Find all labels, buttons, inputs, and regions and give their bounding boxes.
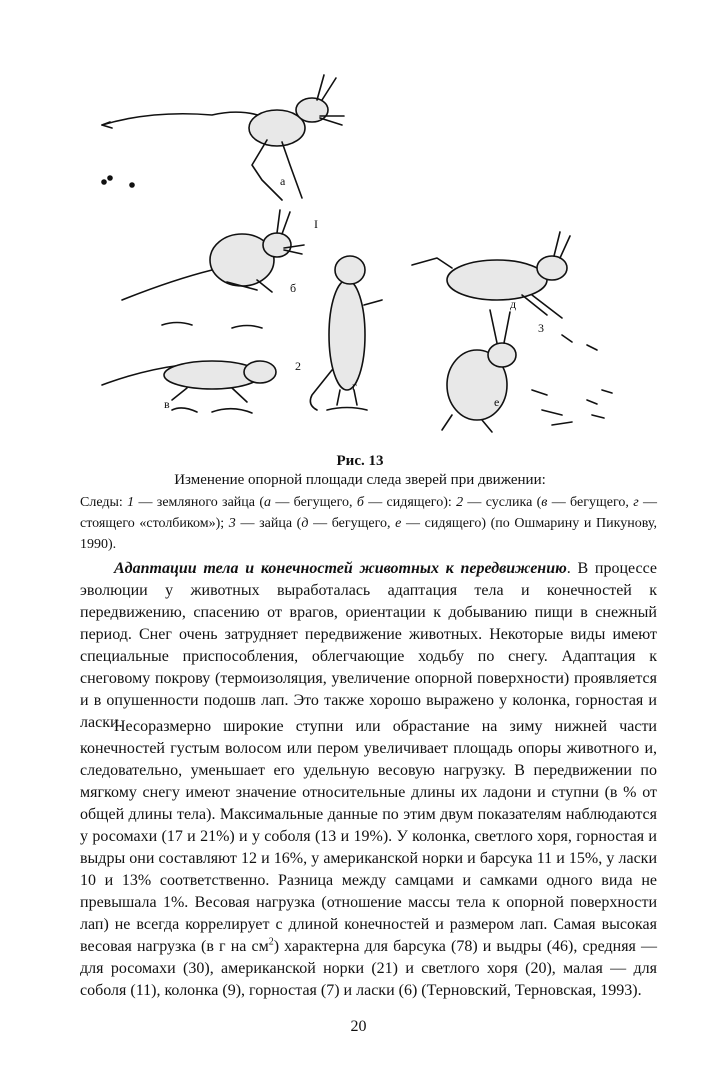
jerboa-sitting-drawing <box>122 210 304 300</box>
label-n1: I <box>314 217 318 231</box>
jerboa-running-drawing <box>102 75 344 200</box>
paragraph-text: . В процессе эволюции у животных выработалась адаптация тела и конечностей к передвижению, спасению от врагов, ориентации к добыванию пищи в снежный период. Снег очень затрудняет передвижение животных. Некоторые виды имеют специальные приспособления, облегчающие ходьбу по снегу. Адаптация к снеговому покрову (термоизоляция, увеличение опорной поверхности) проявляется и в опушенности подошв лап. Это также хорошо выражено у колонка, горностая и ласки. <box>80 560 658 731</box>
figure-legend: Следы: 1 — земляного зайца (а — бегущего, б — сидящего): 2 — суслика (в — бегущего, г — стоящего «столбиком»); 3 — зайца (д — бегущего, е — сидящего) (по Ошмарину и Пикунову, 1990). <box>80 495 657 552</box>
page-number: 20 <box>350 1018 367 1035</box>
hare-sitting-drawing <box>442 310 572 432</box>
figure-number: Рис. 13 <box>336 453 384 469</box>
label-n2: 2 <box>295 359 301 373</box>
label-d: д <box>510 297 517 311</box>
label-n3: 3 <box>538 321 544 335</box>
label-a: а <box>280 174 286 188</box>
figure-illustration <box>92 70 632 450</box>
label-b: б <box>290 281 297 295</box>
label-g: г <box>352 379 357 393</box>
hare-running-drawing <box>412 232 597 350</box>
ground-squirrel-running-drawing <box>102 361 276 413</box>
paragraph-lead: Адаптации тела и конечностей животных к передвижению <box>114 560 567 577</box>
ground-squirrel-standing-drawing <box>310 256 382 410</box>
animal-tracks-drawing <box>92 70 632 450</box>
paragraph-adaptations <box>80 558 657 734</box>
label-v: в <box>164 397 170 411</box>
figure-title: Изменение опорной площади следа зверей при движении: <box>174 472 546 488</box>
label-e: е <box>494 395 500 409</box>
paragraph-foot-size: Несоразмерно широкие ступни или обрастание на зиму нижней части конечностей густым волосом или пером увеличивает площадь опоры животного и, следовательно, уменьшает его удельную весовую нагрузку. В передвижении по мягкому снегу имеют значение относительные длины их ладони и ступни (в % от общей длины тела). Максимальные данные по этим двум показателям наблюдаются у росомахи (17 и 21%) и у соболя (13 и 19%). У колонка, светлого хоря, горностая и выдры они составляют 12 и 16%, у американской норки и барсука 11 и 15%, у ласки 10 и 13% соответственно. Разница между самцами и самками одного вида не превышала 1%. Весовая нагрузка (отношение массы тела к опорной поверхности лап) не всегда коррелирует с длиной конечностей и размером лап. Самая высокая весовая нагрузка (в г на $см^2$) характерна для барсука (78) и выдры (46), средняя — для росомахи (30), американской норки (21) и светлого хоря (20), малая — для соболя (11), колонка (9), горностая (7) и ласки (6) (Терновский, Терновская, 1993). <box>80 718 658 999</box>
